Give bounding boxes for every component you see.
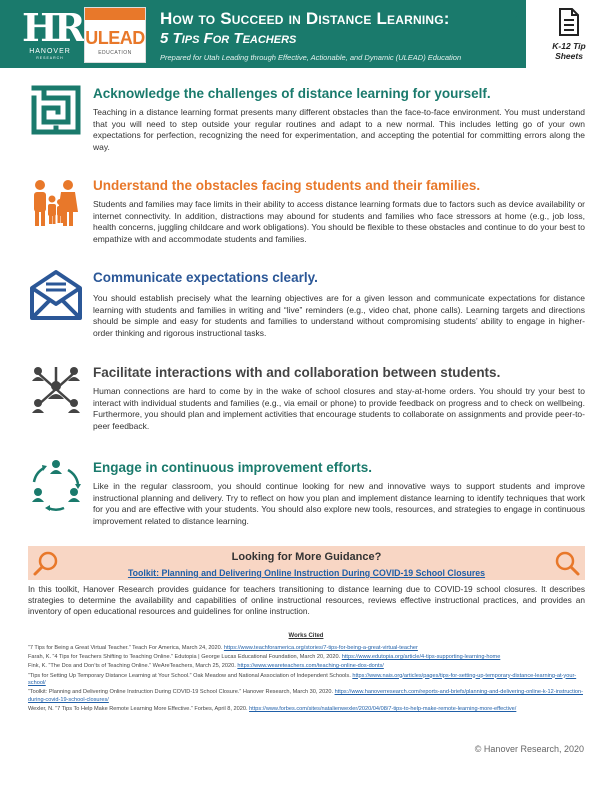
tip-sheet-label-1: K-12 Tip (552, 41, 586, 51)
citation-link[interactable]: https://www.teachforamerica.org/stories/7-tips-for-being-a-great-virtual-teacher (223, 645, 418, 651)
citation-text: Fink, K. “The Dos and Don’ts of Teaching Online.” WeAreTeachers, March 25, 2020. (28, 663, 238, 670)
citation (28, 654, 585, 662)
header-corner (486, 0, 526, 68)
hanover-logo-sub: RESEARCH (36, 56, 64, 60)
tip-body: Human connections are hard to come by in the wake of school closures and stay-at-home orders. You should try your best to interact with individual students and families (e.g., via email or phone) to provide feedback on progress and to check on wellbeing. Furthermore, you should plan and implement activities that encourage students to collaborate on assignments and provide peer-to-peer feedback. (93, 386, 585, 431)
citation-link[interactable]: https://www.edutopia.org/article/4-tips-supporting-learning-home (341, 654, 501, 661)
guidance-heading: Looking for More Guidance? (231, 551, 382, 563)
citation-text: Farah, K. “4 Tips for Teachers Shifting to Teaching Online.” Edutopia | George Lucas Educational Foundation, March 20, 2020. (28, 654, 342, 661)
ulead-logo (84, 7, 146, 63)
guidance-box (28, 546, 585, 626)
citation-link[interactable]: https://www.hanoverresearch.com/reports-and-briefs/planning-and-delivering-online-k-12-instruction-during-covid-19-school-closures/ (28, 689, 583, 703)
hanover-logo (22, 5, 82, 62)
citation-link[interactable]: https://www.weareteachers.com/teaching-online-dos-donts/ (237, 663, 384, 670)
tip-heading: Engage in continuous improvement efforts. (93, 460, 373, 475)
family-icon (28, 176, 84, 232)
citation-text: “Toolkit: Planning and Delivering Online Instruction During COVID-19 School Closure.” Hanover Research, March 30, 2020. (28, 689, 335, 696)
citation (28, 673, 585, 688)
document-icon (558, 8, 580, 36)
citation-text: “7 Tips for Being a Great Virtual Teacher.” Teach For America, March 24, 2020. (28, 645, 224, 651)
tip-sheet-label-2: Sheets (555, 51, 583, 61)
tip-heading: Understand the obstacles facing students and their families. (93, 178, 481, 193)
tip-body: Like in the regular classroom, you should continue looking for new and innovative ways to support students and improve instructional planning and delivery. Try to reflect on how you plan and implement distance learning to identify techniques that work for you and are effective with your students. You should also explore new tools, resources, and strategies to engage in continuous improvement related to distance learning. (93, 481, 585, 526)
toolkit-link[interactable]: Toolkit: Planning and Delivering Online Instruction During COVID-19 School Closures (127, 568, 486, 578)
prepared-for-note: Prepared for Utah Leading through Effective, Actionable, and Dynamic (ULEAD) Education (160, 53, 462, 62)
tip-heading: Acknowledge the challenges of distance learning for yourself. (93, 86, 491, 101)
citation (28, 706, 585, 714)
citation-text: Wexler, N. “7 Tips To Help Make Remote Learning More Effective.” Forbes, April 8, 2020. (28, 706, 250, 713)
citation (28, 689, 585, 704)
tip-body: Teaching in a distance learning format presents many different obstacles than the face-to-face environment. You must understand that you will need to step outside your regular routines and adapt to a new normal. This includes letting go of your own expectations for perfection, recognizing the need for experimentation, and accepting the potential for committing errors along the way. (93, 107, 585, 152)
hanover-logo-mark: HR (22, 5, 82, 50)
hanover-logo-name: HANOVER (29, 48, 71, 55)
network-people-icon (28, 361, 84, 417)
envelope-icon (28, 266, 84, 322)
page-subtitle: 5 Tips For Teachers (160, 30, 297, 47)
tip-heading: Facilitate interactions with and collaboration between students. (93, 365, 501, 380)
ulead-logo-word: ULEAD (85, 28, 145, 48)
header (0, 0, 612, 76)
tip-sheet-badge (526, 0, 612, 76)
tip-body: Students and families may face limits in their ability to access distance learning formats due to factors such as device availability or internet connectivity. In addition, distractions may abound for students and families who face stressors at home (e.g., job loss, health concerns, juggling childcare and work obligations). You should be flexible to these obstacles and continue to do your best to empathize with and accommodate students and families. (93, 199, 585, 244)
guidance-body: In this toolkit, Hanover Research provides guidance for teachers transitioning to distance learning due to COVID-19 school closures. It describes strategies to determine the availability and capabilities of online instructional resources, reviews effective instructional practices, and provides an inventory of open educational resources and guidelines for online instruction. (28, 584, 585, 616)
copyright: © Hanover Research, 2020 (474, 744, 584, 754)
page-title: How to Succeed in Distance Learning: (160, 9, 450, 28)
tip-heading: Communicate expectations clearly. (93, 270, 318, 285)
tip-body: You should establish precisely what the learning objectives are for a given lesson and communicate expectations for distance learning with students and families in writing and “live” reminders (e.g., video chat, phone calls). Learning targets and directions should be simple and easy for students and families to understand without compromising students’ ability to engage in higher-order thinking and rigorous instructional tasks. (93, 293, 585, 338)
citation-link[interactable]: https://www.nais.org/articles/pages/tips-for-setting-up-temporary-distance-learning-at-your-school/ (28, 672, 577, 687)
citation-text: “Tips for Setting Up Temporary Distance Learning at Your School.” Oak Meadow and National Association of Independent Schools. (28, 672, 353, 679)
citation (28, 645, 585, 653)
works-cited-list (28, 645, 585, 715)
ulead-logo-bar (85, 8, 145, 20)
cycle-people-icon (28, 456, 84, 512)
maze-icon (28, 82, 84, 138)
citation (28, 663, 585, 671)
citation-link[interactable]: https://www.forbes.com/sites/natalienwexler/2020/04/08/7-tips-to-help-make-remote-learning-more-effective/ (249, 706, 517, 713)
works-cited-title: Works Cited (288, 633, 324, 639)
ulead-logo-sub: EDUCATION (98, 50, 132, 56)
